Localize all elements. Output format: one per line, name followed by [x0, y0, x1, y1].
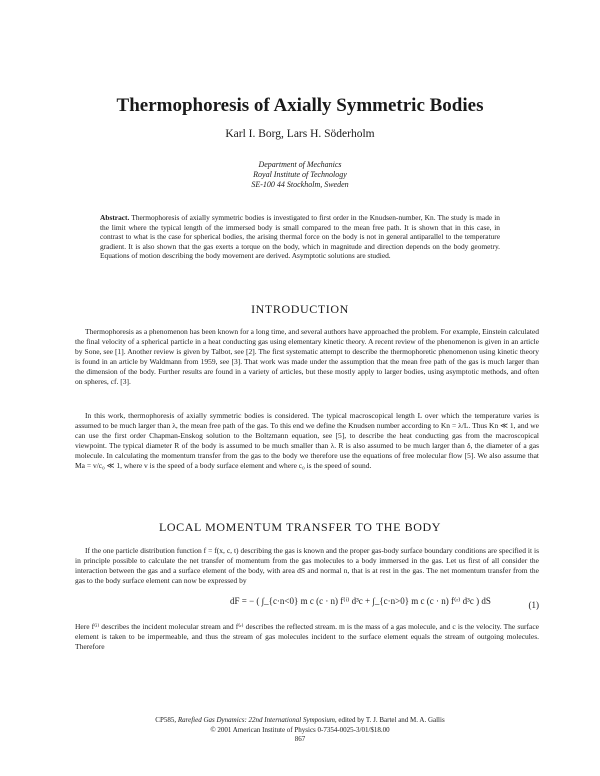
- affiliation-institute: Royal Institute of Technology: [253, 170, 347, 179]
- abstract-text: Thermophoresis of axially symmetric bodies is investigated to first order in the Knudsen-number, Kn. The study is made in the limit where the typical length of the immersed body is small compared to the mean free path. It is shown that in this case, in contrast to what is the case for spherical bodies, the arising thermal force on the body is not in general antiparallel to the temperature gradient. It is also shown that the gas exerts a torque on the body, which in magnitude and direction depends on the body geometry. Equations of motion describing the body movement are derived. Asymptotic solutions are studied.: [100, 213, 500, 261]
- author-list: Karl I. Borg, Lars H. Söderholm: [225, 128, 375, 140]
- equation-body: dF = − ( ∫_{c·n<0} m c (c · n) f⁽ⁱ⁾ d³c + ∫_{c·n>0} m c (c · n) f⁽ʳ⁾ d³c ) dS: [230, 596, 491, 606]
- affiliation-address: SE-100 44 Stockholm, Sweden: [251, 180, 349, 189]
- local-paragraph-2: Here f⁽ⁱ⁾ describes the incident molecular stream and f⁽ʳ⁾ describes the reflected stream. m is the mass of a gas molecule, and c is the velocity. The surface element is taken to be impermeable, and thus the stream of gas molecules incident to the surface element equals the stream of outgoing molecules. Therefore: [75, 622, 539, 651]
- footer-cp: CP585,: [155, 716, 177, 724]
- affiliation-department: Department of Mechanics: [258, 160, 342, 169]
- equation-number: (1): [528, 600, 539, 610]
- local-paragraph-1: If the one particle distribution function f = f(x, c, t) describing the gas is known and the proper gas-body surface boundary conditions are specified it is in principle possible to calculate the net transfer of momentum from the gas molecules to a body immersed in the gas. Let us first of all consider the interaction between the gas and a surface element of the body, with area dS and normal n, that is at rest in the gas. The net momentum transfer from the gas to the body surface element can now be expressed by: [75, 546, 539, 585]
- footer-proceedings: Rarefied Gas Dynamics: 22nd International Symposium,: [177, 716, 337, 724]
- page-number: 867: [294, 735, 306, 743]
- affiliation: [0, 160, 600, 190]
- abstract-label: Abstract.: [100, 213, 130, 222]
- footer-citation: [0, 716, 600, 726]
- footer-editors: edited by T. J. Bartel and M. A. Gallis: [338, 716, 445, 724]
- paper-title: Thermophoresis of Axially Symmetric Bodies: [116, 95, 484, 116]
- intro-paragraph-2: In this work, thermophoresis of axially symmetric bodies is considered. The typical macroscopical length L over which the temperature varies is assumed to be much larger than λ, the mean free path of the gas. To this end we define the Knudsen number according to Kn = λ/L. Thus Kn ≪ 1, and we can use the first order Chapman-Enskog solution to the Boltzmann equation, see [5], to describe the heat conducting gas from the macroscopical viewpoint. The typical diameter R of the body is assumed to be much smaller than λ. R is also assumed to be much larger than δ, the diameter of a gas molecule. In calculating the momentum transfer from the gas to the body we therefore use the equations of free molecular flow [5]. We also assume that Ma = v/c₀ ≪ 1, where v is the speed of a body surface element and where c₀ is the speed of sound.: [75, 411, 539, 470]
- abstract: [100, 213, 500, 261]
- equation-1: [75, 594, 539, 616]
- page-footer: [0, 716, 600, 745]
- intro-paragraph-1: Thermophoresis as a phenomenon has been known for a long time, and several authors have approached the problem. For example, Einstein calculated the final velocity of a spherical particle in a heat conducting gas using elementary kinetic theory. A recent review of the phenomenon is given in an article by Sone, see [1]. Another review is given by Talbot, see [2]. The first systematic attempt to describe the thermophoretic phenomenon using kinetic theory is found in an article by Waldmann from 1959, see [3]. That work was made under the assumption that the mean free path of the gas is much larger than the dimension of the body. Further results are found in a variety of articles, but these mostly apply to larger bodies, using asymptotic methods, and often on spheres, cf. [3].: [75, 327, 539, 386]
- footer-copyright: © 2001 American Institute of Physics 0-7354-0025-3/01/$18.00: [210, 725, 390, 734]
- section-heading-introduction: INTRODUCTION: [251, 302, 349, 316]
- section-heading-local-momentum: LOCAL MOMENTUM TRANSFER TO THE BODY: [158, 520, 442, 534]
